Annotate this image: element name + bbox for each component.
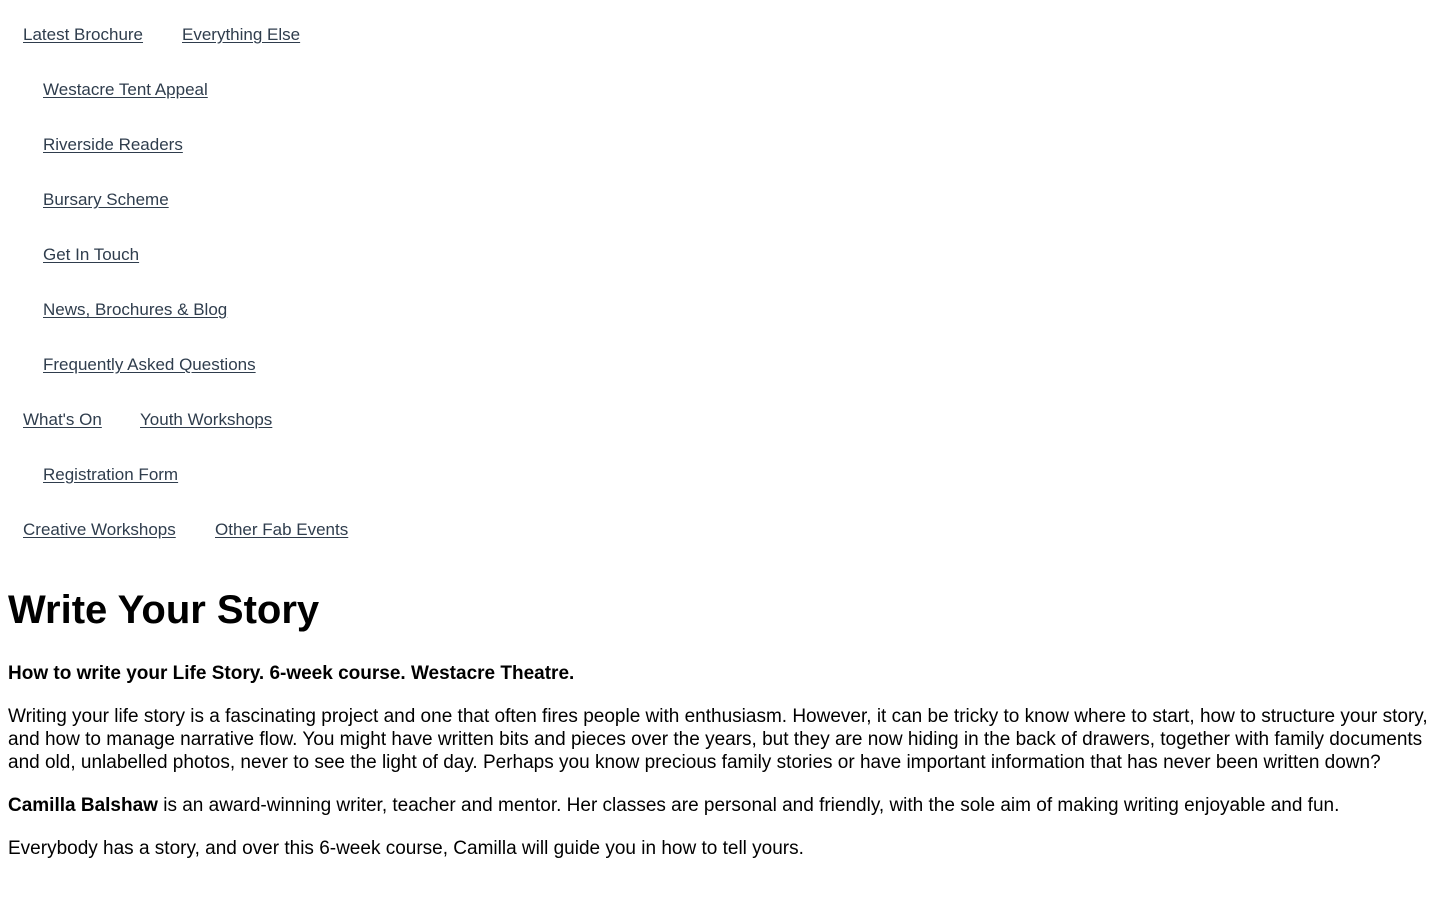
page-title: Write Your Story (8, 588, 320, 632)
tutor-description: is an award-winning writer, teacher and mentor. Her classes are personal and friendly, with the sole aim of making writing enjoyable and fun. (157, 795, 1340, 816)
nav-link-news-brochures-blog[interactable]: News, Brochures & Blog (43, 300, 228, 319)
nav-link-frequently-asked-questions[interactable]: Frequently Asked Questions (43, 355, 256, 374)
main-content (8, 586, 1436, 860)
nav-link-westacre-tent-appeal[interactable]: Westacre Tent Appeal (43, 80, 208, 99)
nav-link-creative-workshops[interactable]: Creative Workshops (23, 520, 176, 539)
nav-link-latest-brochure[interactable]: Latest Brochure (23, 25, 144, 44)
nav-link-get-in-touch[interactable]: Get In Touch (43, 245, 140, 264)
nav-link-everything-else[interactable]: Everything Else (182, 25, 301, 44)
course-subtitle: How to write your Life Story. 6-week course. Westacre Theatre. (8, 663, 575, 684)
intro-paragraph: Writing your life story is a fascinating project and one that often fires people with enthusiasm. However, it can be tricky to know where to start, how to structure your story, and how to manage narrative flow. You might have written bits and pieces over the years, but they are now hiding in the back of drawers, together with family documents and old, unlabelled photos, never to see the light of day. Perhaps you know precious family stories or have important information that has never been written down? (8, 706, 1428, 773)
nav-link-youth-workshops[interactable]: Youth Workshops (140, 410, 273, 429)
course-summary-paragraph: Everybody has a story, and over this 6-week course, Camilla will guide you in how to tell yours. (8, 838, 804, 859)
tutor-paragraph (8, 794, 1436, 817)
nav-link-bursary-scheme[interactable]: Bursary Scheme (43, 190, 169, 209)
tutor-name: Camilla Balshaw (8, 795, 158, 816)
nav-link-registration-form[interactable]: Registration Form (43, 465, 179, 484)
nav-link-other-fab-events[interactable]: Other Fab Events (215, 520, 349, 539)
nav-link-riverside-readers[interactable]: Riverside Readers (43, 135, 183, 154)
nav-link-whats-on[interactable]: What's On (23, 410, 102, 429)
